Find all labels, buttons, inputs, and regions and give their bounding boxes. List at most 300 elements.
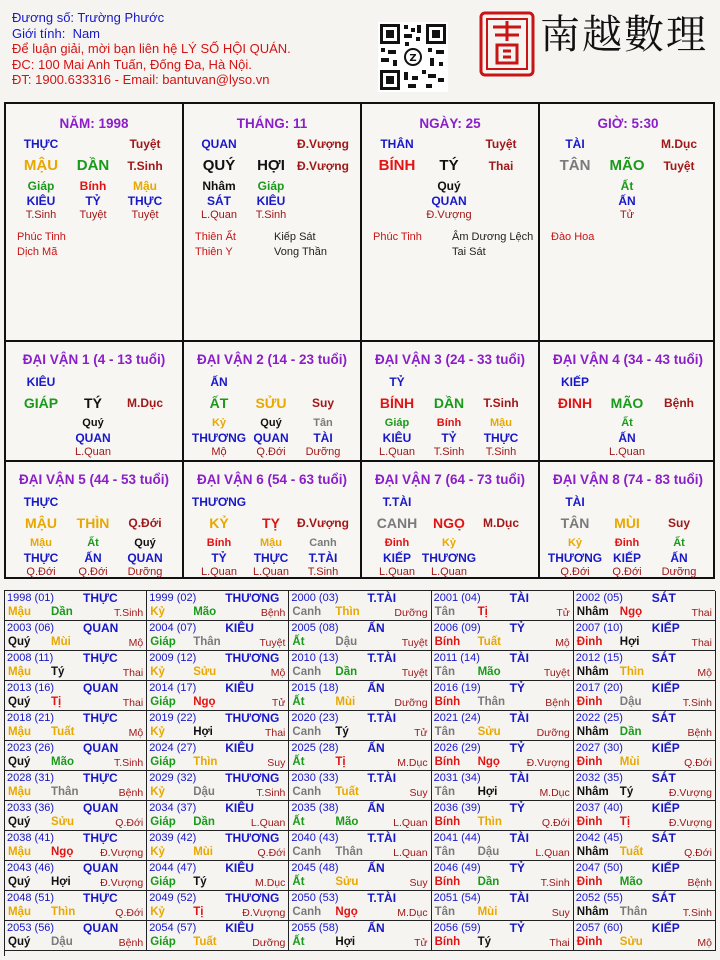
- gender-value: Nam: [72, 25, 101, 41]
- stem-god: THỰC: [23, 137, 59, 151]
- luck-hidden-phase: L.Quan: [378, 446, 416, 458]
- year-phase: Tử: [271, 697, 286, 709]
- pillar-2: [362, 104, 538, 340]
- luck-stem: BÍNH: [379, 395, 415, 411]
- year-god: KIÊU: [225, 861, 254, 875]
- luck-hidden-god: TỶ: [441, 431, 457, 445]
- year-cell: [432, 771, 574, 801]
- year-phase: M.Dục: [397, 757, 428, 769]
- year-branch: Hợi: [477, 786, 498, 798]
- year-stem: Bính: [434, 936, 461, 948]
- luck-hidden-phase: T.Sinh: [433, 446, 465, 458]
- year-stem: Kỷ: [150, 906, 165, 918]
- hidden-phase: Tử: [619, 209, 635, 221]
- year-label: 2031 (34): [433, 772, 481, 784]
- year-phase: Đ.Vượng: [668, 787, 712, 799]
- year-god: QUAN: [83, 741, 119, 755]
- year-stem: Ất: [292, 636, 305, 648]
- year-phase: Q.Đới: [541, 817, 570, 829]
- year-stem: Canh: [292, 786, 322, 798]
- luck-stem: MẬU: [25, 515, 57, 531]
- year-phase: Tuyệt: [401, 637, 428, 649]
- year-branch: Mão: [335, 816, 359, 828]
- luck-hidden-god: TỶ: [211, 551, 227, 565]
- pillar-label: THÁNG:: [236, 116, 290, 131]
- year-branch: Dậu: [335, 636, 358, 648]
- year-label: 2017 (20): [575, 682, 623, 694]
- year-label: 2006 (09): [433, 622, 481, 634]
- luck-hidden-stem: Mậu: [490, 417, 512, 429]
- year-cell: [147, 891, 289, 921]
- stem-god: THÂN: [380, 137, 414, 151]
- luck-hidden-phase: T.Sinh: [485, 446, 517, 458]
- year-phase: Mộ: [128, 637, 144, 649]
- year-phase: M.Dục: [397, 907, 428, 919]
- year-god: KIÊU: [225, 741, 254, 755]
- year-cell: [147, 651, 289, 681]
- year-phase: Tuyệt: [401, 667, 428, 679]
- year-stem: Tân: [434, 786, 456, 798]
- luck-branch: SỬU: [255, 395, 287, 411]
- year-god: SÁT: [651, 771, 676, 785]
- year-stem: Ất: [292, 876, 305, 888]
- year-label: 2024 (27): [149, 742, 197, 754]
- year-label: 2020 (23): [291, 712, 339, 724]
- luck-stem: CANH: [376, 515, 418, 531]
- luck-hidden-phase: Q.Đới: [256, 446, 286, 458]
- year-branch: Thìn: [619, 666, 645, 678]
- year-god: THƯƠNG: [225, 651, 280, 665]
- pillar-title: [540, 116, 716, 131]
- year-label: 2036 (39): [433, 802, 481, 814]
- year-phase: Đ.Vượng: [242, 907, 286, 919]
- year-cell: [5, 711, 147, 741]
- year-cell: [574, 831, 716, 861]
- year-stem: Nhâm: [576, 666, 609, 678]
- hidden-god: QUAN: [431, 194, 467, 208]
- red-seal-icon: [479, 11, 535, 77]
- year-god: THỰC: [83, 651, 118, 665]
- pillar-value: 11: [292, 116, 308, 131]
- luck-hidden-god: T.TÀI: [308, 551, 338, 565]
- year-label: 2027 (30): [575, 742, 623, 754]
- year-god: THƯƠNG: [225, 891, 280, 905]
- year-phase: T.Sinh: [682, 907, 712, 919]
- subject-name: Đương số: Trường Phước: [12, 10, 165, 25]
- year-phase: Suy: [267, 757, 286, 769]
- year-god: QUAN: [83, 921, 119, 935]
- year-cell: [147, 711, 289, 741]
- hidden-stem: Nhâm: [202, 179, 236, 193]
- year-cell: [574, 801, 716, 831]
- year-cell: [5, 861, 147, 891]
- luck-hidden-god: ẤN: [84, 551, 102, 565]
- luck-hidden-phase: L.Quan: [252, 566, 290, 578]
- branch-phase: Tuyệt: [663, 159, 695, 173]
- pillar-1: [184, 104, 360, 340]
- year-god: T.TÀI: [367, 831, 397, 845]
- pillar-label: NGÀY:: [419, 116, 462, 131]
- year-god: SÁT: [651, 651, 676, 665]
- year-branch: Sửu: [193, 666, 217, 678]
- year-phase: Q.Đới: [684, 757, 712, 769]
- year-stem: Đinh: [576, 756, 603, 768]
- luck-hidden-god: QUAN: [75, 431, 111, 445]
- luck-phase: Q.Đới: [128, 516, 162, 530]
- star-left: Thiên Y: [195, 246, 233, 258]
- year-branch: Dần: [619, 726, 642, 738]
- year-branch: Mão: [477, 666, 501, 678]
- luck-hidden-phase: L.Quan: [430, 566, 468, 578]
- year-god: T.TÀI: [367, 711, 397, 725]
- year-stem: Giáp: [150, 816, 176, 828]
- year-cell: [432, 741, 574, 771]
- year-god: TỶ: [509, 681, 525, 695]
- luck-hidden-stem: Kỷ: [441, 537, 457, 549]
- year-phase: Mộ: [270, 667, 286, 679]
- year-god: ẤN: [367, 741, 385, 755]
- year-label: 2010 (13): [291, 652, 339, 664]
- year-label: 1999 (02): [149, 592, 197, 604]
- year-branch: Ngọ: [193, 696, 216, 708]
- year-branch: Dậu: [193, 786, 215, 798]
- year-stem: Quý: [8, 696, 31, 708]
- luck-branch: DẦN: [433, 395, 465, 411]
- year-cell: [5, 651, 147, 681]
- qr-code-icon: [378, 22, 448, 92]
- year-phase: Thai: [691, 607, 712, 619]
- year-branch: Tị: [619, 816, 631, 828]
- year-cell: [432, 651, 574, 681]
- year-stem: Ất: [292, 936, 305, 948]
- year-branch: Ngọ: [619, 606, 643, 618]
- luck-hidden-stem: Đinh: [384, 537, 410, 549]
- luck-hidden-stem: Tân: [313, 417, 333, 429]
- year-stem: Đinh: [576, 936, 603, 948]
- year-god: KIẾP: [651, 861, 680, 875]
- year-phase: T.Sinh: [682, 697, 712, 709]
- heavenly-stem: BÍNH: [378, 157, 416, 174]
- year-god: QUAN: [83, 621, 119, 635]
- year-cell: [574, 861, 716, 891]
- hidden-god: KIÊU: [26, 194, 56, 208]
- year-god: QUAN: [83, 681, 119, 695]
- year-cell: [147, 681, 289, 711]
- year-cell: [574, 651, 716, 681]
- year-god: T.TÀI: [367, 591, 397, 605]
- year-stem: Tân: [434, 846, 456, 858]
- year-stem: Kỷ: [150, 606, 165, 618]
- luck-branch: TÝ: [84, 395, 102, 411]
- year-branch: Mão: [193, 606, 217, 618]
- year-phase: Thai: [549, 937, 570, 949]
- star-left: Dịch Mã: [17, 246, 58, 258]
- year-stem: Giáp: [150, 636, 176, 648]
- year-god: THỰC: [83, 711, 118, 725]
- luck-stem: GIÁP: [23, 395, 59, 411]
- year-branch: Tý: [335, 726, 349, 738]
- luck-hidden-stem: Ất: [87, 537, 99, 549]
- year-branch: Ngọ: [477, 756, 500, 768]
- year-branch: Dần: [477, 876, 500, 888]
- year-branch: Tuất: [193, 936, 217, 948]
- stem-god: QUAN: [201, 137, 237, 151]
- luck-hidden-stem: Quý: [134, 537, 156, 549]
- year-stem: Mậu: [8, 666, 31, 678]
- year-label: 2005 (08): [291, 622, 339, 634]
- luck-branch: MÃO: [610, 395, 644, 411]
- year-stem: Mậu: [8, 786, 31, 798]
- outer-phase: Tuyệt: [129, 137, 161, 151]
- year-phase: Dưỡng: [252, 937, 286, 949]
- year-cell: [432, 591, 574, 621]
- luck-pillar-6: [184, 462, 360, 580]
- year-cell: [147, 741, 289, 771]
- year-cell: [289, 861, 431, 891]
- year-branch: Mùi: [51, 636, 71, 648]
- hidden-god: KIÊU: [256, 194, 286, 208]
- year-branch: Tuất: [335, 786, 359, 798]
- year-label: 2056 (59): [433, 922, 481, 934]
- luck-hidden-stem: Quý: [260, 417, 282, 429]
- luck-title: ĐẠI VẬN 3 (24 - 33 tuổi): [374, 352, 526, 367]
- year-stem: Tân: [434, 666, 456, 678]
- year-label: 2022 (25): [575, 712, 623, 724]
- heavenly-stem: QUÝ: [202, 157, 236, 174]
- year-stem: Mậu: [8, 606, 31, 618]
- year-label: 2011 (14): [433, 652, 480, 664]
- luck-hidden-phase: Q.Đới: [78, 566, 108, 578]
- year-label: 2018 (21): [7, 712, 55, 724]
- pillar-title: [184, 116, 360, 131]
- year-cell: [5, 831, 147, 861]
- star-left: Phúc Tinh: [373, 231, 422, 243]
- year-cell: [147, 771, 289, 801]
- year-cell: [289, 591, 431, 621]
- year-phase: T.Sinh: [256, 787, 286, 799]
- luck-hidden-god: QUAN: [253, 431, 289, 445]
- year-branch: Hợi: [619, 636, 640, 648]
- year-god: ẤN: [367, 801, 385, 815]
- year-stem: Quý: [8, 936, 31, 948]
- year-label: 2048 (51): [7, 892, 55, 904]
- year-cell: [432, 891, 574, 921]
- year-phase: Q.Đới: [115, 907, 144, 919]
- year-cell: [5, 801, 147, 831]
- year-cell: [289, 801, 431, 831]
- year-phase: Thai: [264, 727, 286, 739]
- year-stem: Bính: [434, 696, 461, 708]
- year-god: TÀI: [509, 591, 529, 605]
- year-branch: Tý: [51, 666, 65, 678]
- hidden-phase: L.Quan: [200, 209, 238, 221]
- year-cell: [289, 621, 431, 651]
- luck-hidden-god: THƯƠNG: [421, 551, 477, 565]
- pillar-title: [362, 116, 538, 131]
- year-label: 2001 (04): [433, 592, 481, 604]
- year-stem: Nhâm: [576, 726, 609, 738]
- year-cell: [5, 741, 147, 771]
- year-stem: Canh: [292, 906, 322, 918]
- year-stem: Tân: [434, 606, 456, 618]
- year-label: 2013 (16): [7, 682, 55, 694]
- year-branch: Tị: [51, 696, 62, 708]
- year-phase: Dưỡng: [536, 727, 570, 739]
- stem-god: TÀI: [565, 137, 585, 151]
- year-branch: Dần: [335, 666, 358, 678]
- year-phase: Thai: [122, 697, 144, 709]
- year-god: TÀI: [509, 711, 529, 725]
- year-god: SÁT: [651, 711, 676, 725]
- year-branch: Thìn: [193, 756, 218, 768]
- year-phase: Thai: [691, 637, 712, 649]
- year-label: 1998 (01): [7, 592, 55, 604]
- pillar-value: 25: [465, 116, 481, 131]
- hidden-god: TỶ: [85, 194, 101, 208]
- year-stem: Mậu: [8, 726, 31, 738]
- luck-hidden-phase: T.Sinh: [307, 566, 339, 578]
- gender-label: Giới tính:: [12, 25, 66, 41]
- year-label: 2046 (49): [433, 862, 481, 874]
- year-cell: [147, 861, 289, 891]
- year-stem: Canh: [292, 606, 322, 618]
- year-phase: Q.Đới: [115, 817, 144, 829]
- year-branch: Dần: [193, 816, 215, 828]
- year-label: 2012 (15): [575, 652, 623, 664]
- year-god: TỶ: [509, 621, 525, 635]
- year-god: TỶ: [509, 921, 525, 935]
- year-label: 2051 (54): [433, 892, 481, 904]
- year-god: TÀI: [509, 771, 529, 785]
- year-phase: Bệnh: [118, 937, 144, 949]
- year-god: SÁT: [651, 831, 676, 845]
- year-cell: [147, 591, 289, 621]
- year-stem: Quý: [8, 816, 31, 828]
- year-stem: Quý: [8, 756, 31, 768]
- year-phase: T.Sinh: [540, 877, 570, 889]
- year-label: 2053 (56): [7, 922, 55, 934]
- year-cell: [432, 621, 574, 651]
- pillar-label: NĂM:: [59, 116, 95, 131]
- hidden-god: ẤN: [618, 194, 636, 208]
- year-label: 2030 (33): [291, 772, 339, 784]
- star-right: Vong Thần: [274, 246, 328, 258]
- luck-stem: TÂN: [560, 515, 590, 531]
- year-cell: [289, 741, 431, 771]
- year-god: T.TÀI: [367, 771, 397, 785]
- heavenly-stem: MẬU: [23, 157, 59, 174]
- year-label: 2039 (42): [149, 832, 197, 844]
- luck-hidden-phase: Dưỡng: [127, 566, 163, 578]
- year-label: 2038 (41): [7, 832, 55, 844]
- year-label: 2041 (44): [433, 832, 481, 844]
- hidden-stem: Quý: [437, 179, 461, 193]
- year-branch: Thìn: [335, 606, 360, 618]
- year-cell: [147, 921, 289, 951]
- year-branch: Dậu: [51, 936, 73, 948]
- luck-hidden-stem: Mậu: [30, 537, 52, 549]
- luck-branch: TỴ: [262, 515, 280, 531]
- year-god: KIẾP: [651, 921, 680, 935]
- year-branch: Sửu: [335, 876, 359, 888]
- year-phase: Tử: [556, 607, 570, 619]
- year-label: 2032 (35): [575, 772, 623, 784]
- luck-hidden-stem: Ất: [621, 417, 633, 429]
- luck-hidden-phase: Q.Đới: [560, 566, 590, 578]
- year-branch: Sửu: [51, 816, 75, 828]
- luck-stem: ẤT: [209, 395, 229, 411]
- year-god: KIẾP: [651, 801, 680, 815]
- year-label: 2037 (40): [575, 802, 623, 814]
- year-label: 2042 (45): [575, 832, 623, 844]
- hidden-god: THỰC: [127, 194, 163, 208]
- luck-title: ĐẠI VẬN 5 (44 - 53 tuổi): [18, 472, 170, 487]
- year-cell: [432, 861, 574, 891]
- year-stem: Giáp: [150, 756, 176, 768]
- year-label: 2054 (57): [149, 922, 197, 934]
- year-cell: [5, 591, 147, 621]
- year-branch: Thân: [619, 906, 648, 918]
- year-phase: Mộ: [555, 637, 570, 649]
- year-stem: Ất: [292, 756, 305, 768]
- luck-hidden-stem: Kỷ: [211, 417, 227, 429]
- year-stem: Giáp: [150, 696, 176, 708]
- pillar-title: [6, 116, 182, 131]
- year-branch: Sửu: [619, 936, 643, 948]
- luck-hidden-stem: Bính: [436, 417, 462, 429]
- luck-hidden-god: THỰC: [23, 551, 59, 565]
- luck-title: ĐẠI VẬN 6 (54 - 63 tuổi): [196, 472, 348, 487]
- year-stem: Quý: [8, 636, 31, 648]
- year-cell: [432, 831, 574, 861]
- year-god: QUAN: [83, 861, 119, 875]
- year-stem: Ất: [292, 816, 305, 828]
- year-god: THỰC: [83, 591, 118, 605]
- year-god: SÁT: [651, 891, 676, 905]
- luck-hidden-stem: Kỷ: [567, 537, 583, 549]
- pillar-label: GIỜ:: [597, 116, 628, 131]
- year-phase: Mộ: [128, 727, 144, 739]
- luck-phase: Suy: [311, 396, 334, 410]
- year-label: 2050 (53): [291, 892, 339, 904]
- year-cell: [5, 621, 147, 651]
- year-phase: Đ.Vượng: [668, 817, 712, 829]
- year-god: THỰC: [83, 771, 118, 785]
- year-phase: Bệnh: [687, 727, 712, 739]
- year-stem: Ất: [292, 696, 305, 708]
- year-cell: [289, 891, 431, 921]
- year-stem: Canh: [292, 726, 322, 738]
- year-stem: Đinh: [576, 816, 603, 828]
- year-branch: Tý: [619, 786, 634, 798]
- year-phase: Dưỡng: [394, 607, 428, 619]
- luck-stem: ĐINH: [557, 395, 593, 411]
- year-phase: Q.Đới: [684, 847, 712, 859]
- year-cell: [432, 921, 574, 951]
- luck-hidden-god: THƯƠNG: [191, 431, 247, 445]
- year-god: KIÊU: [225, 681, 254, 695]
- year-phase: Suy: [409, 787, 428, 799]
- year-phase: Tử: [414, 937, 428, 949]
- luck-phase: Suy: [667, 516, 690, 530]
- luck-stem-god: KIẾP: [560, 375, 589, 389]
- year-god: THƯƠNG: [225, 591, 280, 605]
- year-label: 2003 (06): [7, 622, 55, 634]
- year-cell: [289, 831, 431, 861]
- year-label: 2004 (07): [149, 622, 197, 634]
- year-stem: Đinh: [576, 696, 603, 708]
- year-stem: Mậu: [8, 846, 31, 858]
